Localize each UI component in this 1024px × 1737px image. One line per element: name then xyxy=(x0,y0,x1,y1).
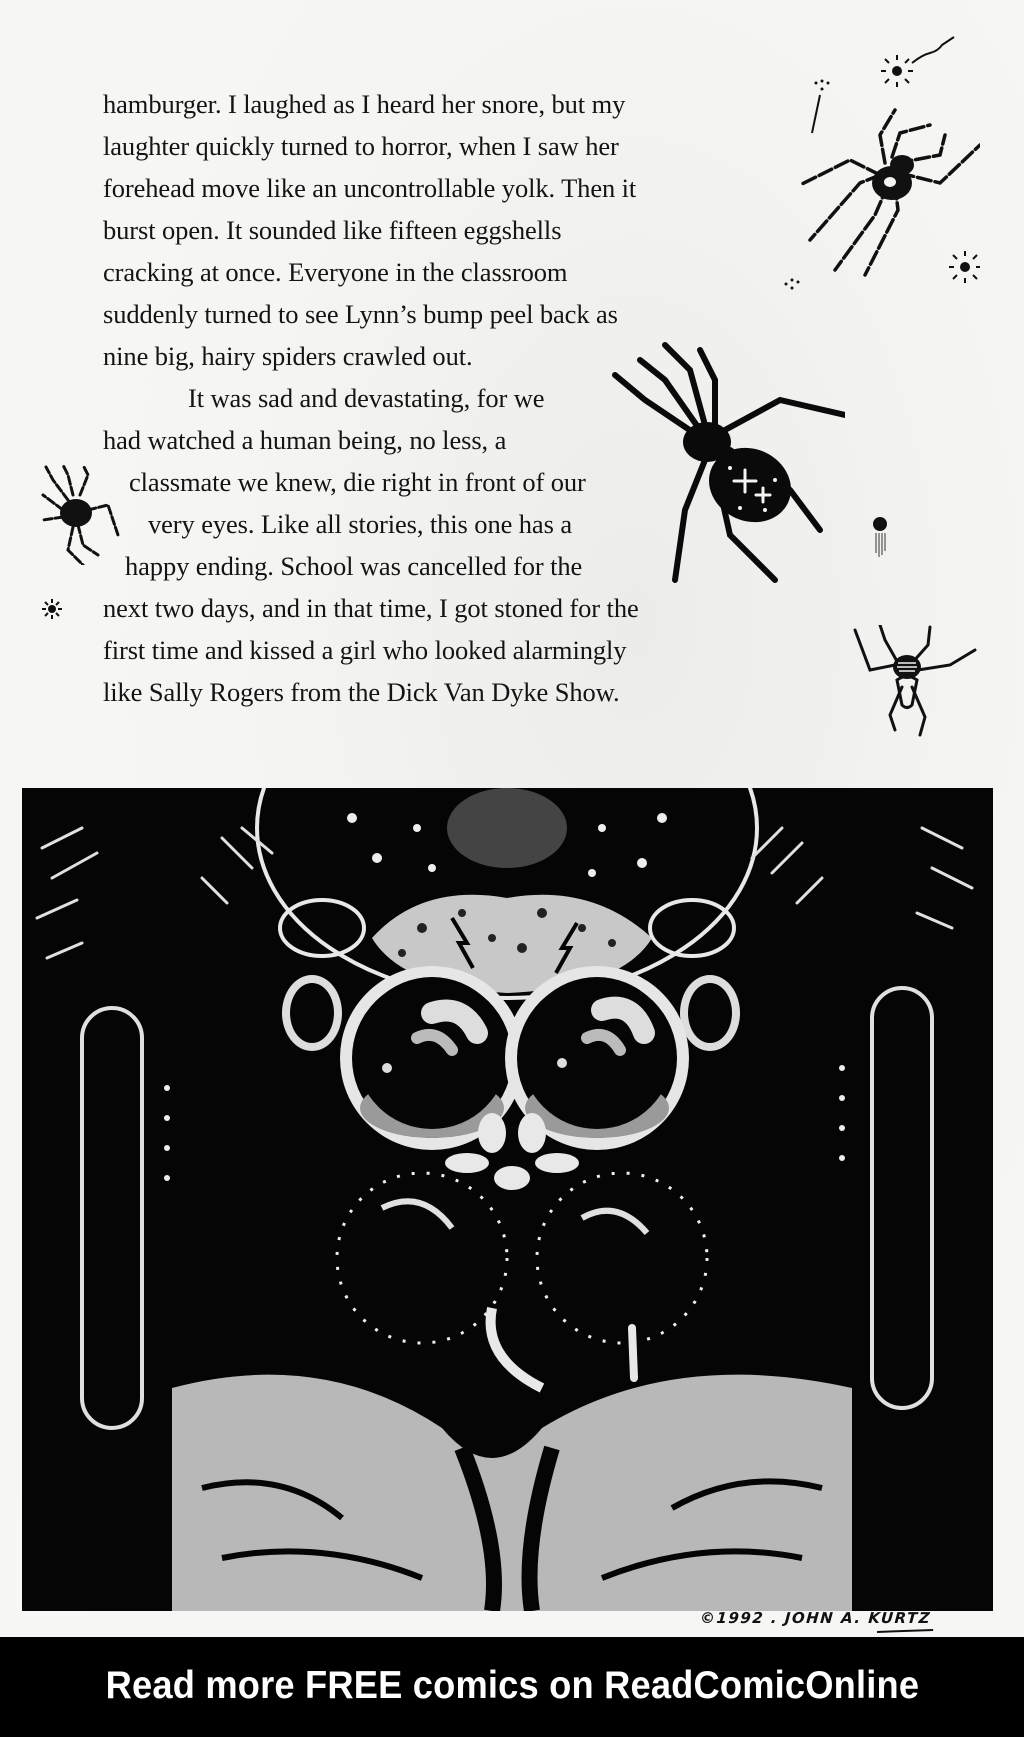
story-line: It was sad and devastating, for we xyxy=(188,383,545,413)
signature-underline xyxy=(877,1629,933,1633)
promo-banner[interactable] xyxy=(0,1637,1024,1737)
spider-icon xyxy=(605,340,845,590)
story-line: had watched a human being, no less, a xyxy=(103,425,507,455)
story-line: very eyes. Like all stories, this one has a xyxy=(148,509,572,539)
story-line: laughter quickly turned to horror, when I saw her xyxy=(103,131,619,161)
spider-egg-icon xyxy=(870,515,900,565)
story-line: hamburger. I laughed as I heard her snore, but my xyxy=(103,89,626,119)
story-line: first time and kissed a girl who looked alarmingly xyxy=(103,635,627,665)
story-line: cracking at once. Everyone in the classroom xyxy=(103,257,568,287)
spider-face-illustration xyxy=(22,788,993,1611)
story-line: next two days, and in that time, I got stoned for the xyxy=(103,593,639,623)
story-line: burst open. It sounded like fifteen eggshells xyxy=(103,215,562,245)
starburst-icon xyxy=(40,597,64,621)
copyright-notice: ©1992 . JOHN A. KURTZ xyxy=(699,1609,931,1627)
story-line: forehead move like an uncontrollable yolk. Then it xyxy=(103,173,637,203)
story-line: suddenly turned to see Lynn’s bump peel back as xyxy=(103,299,618,329)
spider-icon xyxy=(38,465,128,565)
promo-banner-text[interactable]: Read more FREE comics on ReadComicOnline xyxy=(105,1664,919,1707)
story-line: classmate we knew, die right in front of our xyxy=(129,467,586,497)
story-line: happy ending. School was cancelled for the xyxy=(125,551,583,581)
spider-icon xyxy=(780,35,980,295)
story-line: nine big, hairy spiders crawled out. xyxy=(103,341,473,371)
spider-icon xyxy=(850,625,980,745)
story-line: like Sally Rogers from the Dick Van Dyke Show. xyxy=(103,677,620,707)
